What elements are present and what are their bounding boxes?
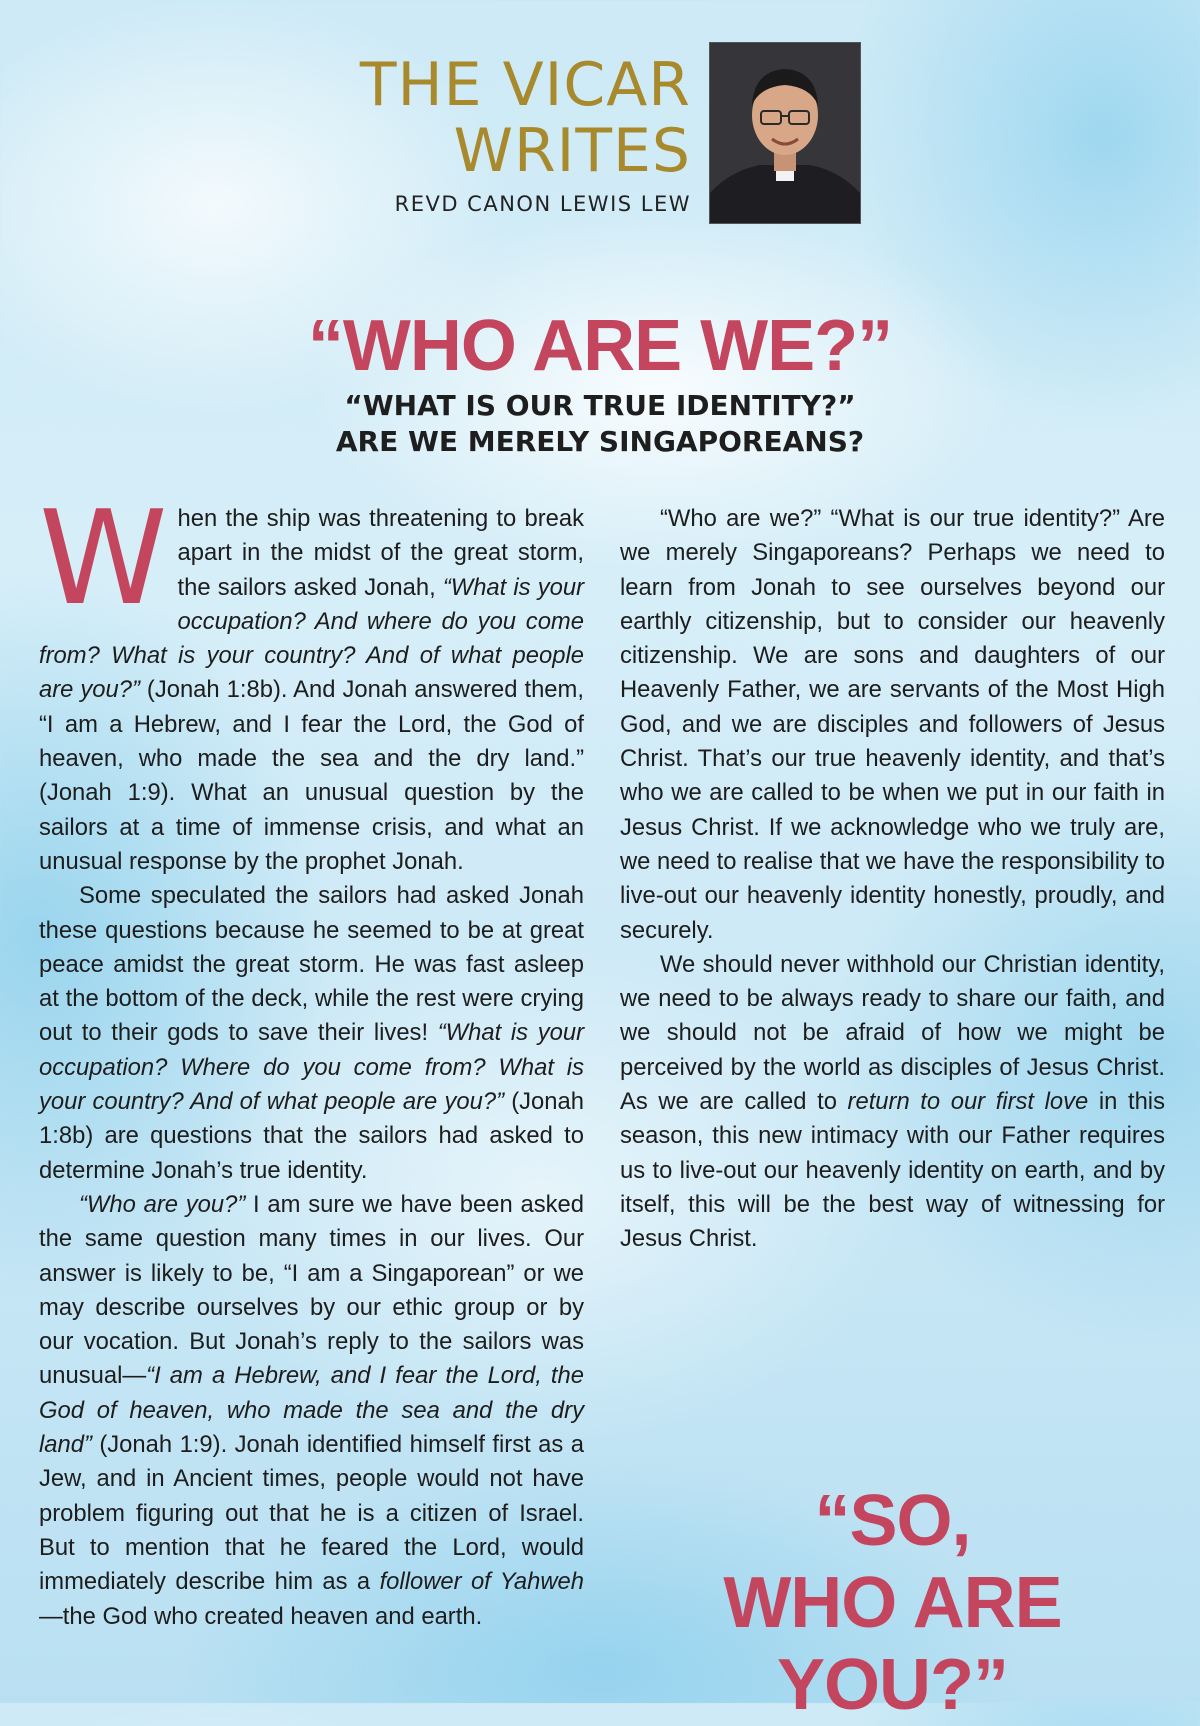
paragraph-1-text-a: hen the ship was threatening to break apart in the midst of the great storm, the sailors asked Jonah, [177, 505, 584, 601]
paragraph-4: “Who are we?” “What is our true identity?” Are we merely Singaporeans? Perhaps we need to learn from Jonah to see ourselves beyond our earthly citizenship, but to consider our heavenly citizenship. We are sons and daughters of our Heavenly Father, we are servants of the Most High God, and we are disciples and followers of Jesus Christ. That’s our true heavenly identity, and that’s who we are called to be when we put in our faith in Jesus Christ. If we acknowledge who we truly are, we need to realise that we have the responsibility to live-out our heavenly identity honestly, proudly, and securely. [620, 505, 1166, 944]
header [0, 42, 1200, 232]
headline-block [0, 308, 1200, 460]
paragraph-1-quote: “What is your occupation? And where do you come from? What is your country? And of what people are you?” [39, 573, 584, 704]
paragraph-5 [620, 948, 1165, 1257]
headline: “WHO ARE WE?” [307, 306, 893, 386]
paragraph-1 [39, 482, 584, 879]
paragraph-5-emphasis: return to our first love [847, 1088, 1089, 1116]
column-title [360, 52, 691, 184]
paragraph-3-quote-c: “I am a Hebrew, and I fear the Lord, the God of heaven, who made the sea and the dry land” [39, 1362, 584, 1459]
paragraph-2-text-c: (Jonah 1:8b) are questions that the sailors had asked to determine Jonah’s true identity. [39, 1088, 584, 1184]
paragraph-2-text-a: Some speculated the sailors had asked Jonah these questions because he seemed to be at great peace amidst the great storm. He was fast asleep at the bottom of the deck, while the rest were crying out to their gods to save their lives! [39, 882, 584, 1047]
paragraph-3-text-f: —the God who created heaven and earth. [39, 1602, 483, 1630]
drop-cap: W [39, 482, 168, 634]
closing-line1: “SO, [814, 1481, 971, 1561]
closing-callout [620, 1480, 1165, 1726]
author-byline: REVD CANON LEWIS LEW [394, 192, 691, 216]
closing-line2: WHO ARE YOU?” [723, 1563, 1062, 1725]
paragraph-1-text-c: (Jonah 1:8b). And Jonah answered them, “I am a Hebrew, and I fear the Lord, the God of heaven, who made the sea and the dry land.” (Jonah 1:9). What an unusual question by the sailors at a time of immense crisis, and what an unusual response by the prophet Jonah. [39, 676, 584, 875]
subheadline-line2: ARE WE MERELY SINGAPOREANS? [335, 425, 865, 458]
column-title-line2: WRITES [453, 116, 691, 186]
paragraph-5-text-a: We should never withhold our Christian identity, we need to be always ready to share our faith, and we should not be afraid of how we might be perceived by the world as disciples of Jesus Christ. As we are called to [620, 950, 1165, 1116]
paragraph-3-text-d: (Jonah 1:9). Jonah identified himself first as a Jew, and in Ancient times, people would not have problem figuring out that he is a citizen of Israel. But to mention that he feared the Lord, would immediately describe him as a [39, 1431, 584, 1596]
paragraph-3-emphasis-e: follower of Yahweh [379, 1568, 584, 1596]
paragraph-2-quote: “What is your occupation? Where do you come from? What is your country? And of what people are you?” [39, 1019, 584, 1116]
author-portrait [709, 42, 861, 224]
article-column-left [39, 482, 584, 1634]
paragraph-3-quote-a: “Who are you?” [79, 1190, 246, 1218]
paragraph-2 [39, 879, 584, 1188]
subheadline-line1: “WHAT IS OUR TRUE IDENTITY?” [344, 389, 856, 422]
paragraph-5-text-c: in this season, this new intimacy with our Father requires us to live-out our heavenly identity on earth, and by itself, this will be the best way of witnessing for Jesus Christ. [620, 1088, 1165, 1253]
author-portrait-illustration [710, 43, 860, 223]
column-title-line1: THE VICAR [359, 50, 691, 120]
paragraph-3-text-b: I am sure we have been asked the same question many times in our lives. Our answer is likely to be, “I am a Singaporean” or we may describe ourselves by our ethic group or by our vocation. But Jonah’s reply to the sailors was unusual— [39, 1190, 584, 1390]
article-column-right [620, 502, 1165, 1257]
paragraph-3 [39, 1188, 584, 1634]
